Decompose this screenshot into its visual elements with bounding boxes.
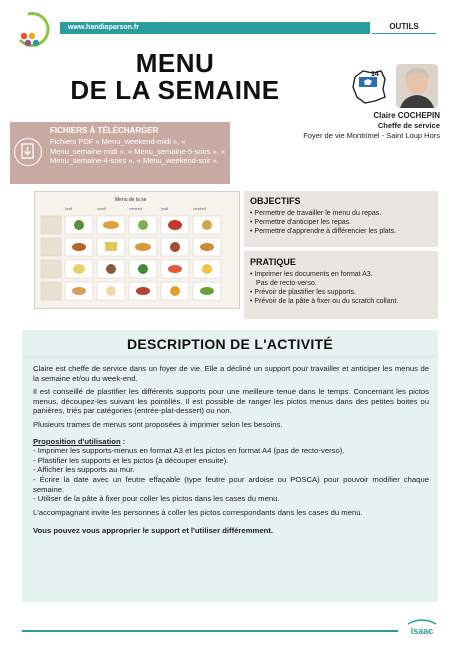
list-item: • Imprimer les documents en format A3. xyxy=(250,271,373,278)
menu-col-2: mardi xyxy=(97,207,106,211)
title-line-1: MENU xyxy=(135,48,215,78)
list-item: - Utiliser de la pâte à fixer pour coller les pictos dans les cases du menu. xyxy=(33,494,280,504)
menu-col-4: jeudi xyxy=(161,207,169,211)
download-icon xyxy=(14,138,42,166)
person-name: Claire COCHEPIN xyxy=(373,111,440,120)
list-item: - Afficher les supports au mur. xyxy=(33,465,135,475)
list-item: • Permettre de travailler le menu du repas. xyxy=(250,210,382,217)
list-item: • Prévoir de plastifier les supports. xyxy=(250,289,356,296)
pratique-panel xyxy=(244,251,438,319)
pratique-title: PRATIQUE xyxy=(250,257,296,267)
isaac-logo xyxy=(404,616,440,640)
isaac-logo-text: isaac xyxy=(410,626,434,636)
person-place: Foyer de vie Montrimel - Saint Loup Hors xyxy=(303,131,440,140)
paragraph: Plusieurs trames de menus sont proposées à imprimer selon les besoins. xyxy=(33,419,283,429)
objectifs-panel xyxy=(244,191,438,247)
page-title xyxy=(40,50,310,104)
list-item: - Écrire la date avec un feutre effaçable (type feutre pour ardoise ou POSCA) pour pouvoir modifier chaque semaine. xyxy=(33,474,429,494)
list-item: - Imprimer les supports-menus en format A3 et les pictos en format A4 (pas de recto-verso). xyxy=(33,446,345,456)
menu-col-1: lundi xyxy=(65,207,73,211)
paragraph: L'accompagnant invite les personnes à coller les pictos correspondants dans les cases du menu. xyxy=(33,507,363,517)
handiaparson-logo xyxy=(14,10,56,50)
list-item: • Permettre d'apprendre à différencier les plats. xyxy=(250,228,397,235)
closing-statement: Vous pouvez vous approprier le support et l'utiliser différemment. xyxy=(33,526,274,536)
menu-board-photo xyxy=(34,191,240,309)
objectifs-title: OBJECTIFS xyxy=(250,196,301,206)
description-body xyxy=(33,364,429,540)
section-label: OUTILS xyxy=(372,20,436,34)
list-item: • Prévoir de la pâte à fixer ou du scratch collant. xyxy=(250,298,399,305)
paragraph: Il est conseillé de plastifier les différents supports pour une meilleure tenue dans le temps. Concernant les pictos menus, découpez-les suivant les pointillés. Il est possible de ranger les pictos menus dans des petites boites ou panières, triés par catégories (entrée-plat-dessert) ou non. xyxy=(33,387,429,416)
download-files-link[interactable]: Fichiers PDF « Menu_weekend-midi », « Menu_semaine-midi », « Menu_semaine-5-soirs », « Menu_semaine-4-soirs », « Menu_weekend-soir ». xyxy=(50,137,226,165)
proposition-heading: Proposition d'utilisation : xyxy=(33,436,126,446)
footer-rule xyxy=(22,630,398,632)
description-rule xyxy=(22,356,438,357)
menu-heading: Menu de la se xyxy=(115,197,147,203)
list-item: Pas de recto-verso. xyxy=(256,280,317,287)
menu-col-5: vendredi xyxy=(193,207,207,211)
menu-col-3: mercredi xyxy=(129,207,143,211)
paragraph: Claire est cheffe de service dans un foyer de vie. Elle a décliné un support pour travailler et anticiper les menus de la semaine et/ou du week-end. xyxy=(33,364,429,383)
person-photo xyxy=(396,64,438,108)
title-line-2: DE LA SEMAINE xyxy=(70,75,280,105)
person-role: Cheffe de service xyxy=(377,121,440,130)
header-rule xyxy=(60,33,370,34)
list-item: • Permettre d'anticiper les repas. xyxy=(250,219,352,226)
download-title: FICHIERS À TÉLÉCHARGER xyxy=(50,126,159,135)
list-item: - Plastifier les supports et les pictos (à découper ensuite). xyxy=(33,455,229,465)
department-number: 14 xyxy=(371,71,379,78)
description-title: DESCRIPTION DE L'ACTIVITÉ xyxy=(126,336,334,352)
site-url[interactable]: www.handiaparson.fr xyxy=(60,22,370,33)
france-map-icon xyxy=(347,67,391,105)
